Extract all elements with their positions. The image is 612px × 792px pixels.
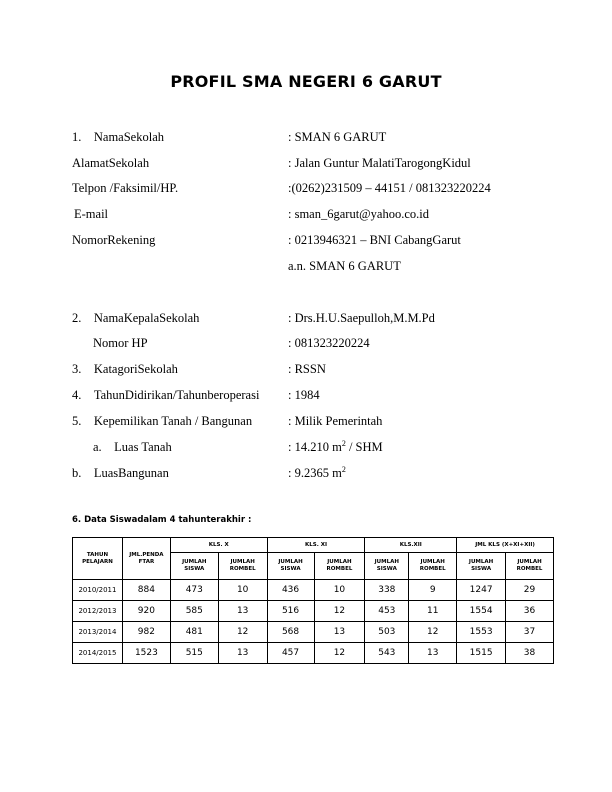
table-cell: 1515	[457, 643, 506, 664]
page-title: PROFIL SMA NEGERI 6 GARUT	[170, 72, 442, 91]
table-cell: 12	[314, 601, 365, 622]
table-cell: 884	[122, 580, 170, 601]
table-cell: 338	[365, 580, 409, 601]
profile-value: : RSSN	[288, 362, 326, 376]
table-cell: 1554	[457, 601, 506, 622]
header-jumlah-siswa: JUMLAH SISWA	[457, 553, 506, 580]
header-jumlah-siswa: JUMLAH SISWA	[267, 553, 314, 580]
profile-label: 3. KatagoriSekolah	[72, 362, 178, 376]
table-cell: 585	[170, 601, 218, 622]
table-cell: 920	[122, 601, 170, 622]
table-cell: 11	[409, 601, 457, 622]
header-jml-pendaftar: JML.PENDA FTAR	[122, 538, 170, 580]
profile-label: E-mail	[74, 207, 109, 221]
table-cell: 2013/2014	[73, 622, 123, 643]
table-cell: 982	[122, 622, 170, 643]
land-area-unit-exponent: 2	[341, 438, 346, 448]
table-cell: 13	[218, 643, 267, 664]
profile-label: 5. Kepemilikan Tanah / Bangunan	[72, 414, 253, 428]
profile-label: 2. NamaKepalaSekolah	[72, 311, 200, 325]
table-cell: 10	[314, 580, 365, 601]
table-cell: 2014/2015	[73, 643, 123, 664]
profile-label: NomorRekening	[72, 233, 156, 247]
section-title: 6. Data Siswadalam 4 tahunterakhir :	[72, 515, 252, 525]
building-area-unit-exponent: 2	[341, 464, 346, 474]
table-row	[73, 601, 554, 622]
profile-value: : sman_6garut@yahoo.co.id	[288, 207, 429, 221]
table-cell: 12	[218, 622, 267, 643]
table-row	[73, 580, 554, 601]
header-jumlah-siswa: JUMLAH SISWA	[170, 553, 218, 580]
header-jumlah-rombel: JUMLAH ROMBEL	[314, 553, 365, 580]
header-jumlah-rombel: JUMLAH ROMBEL	[409, 553, 457, 580]
table-cell: 2010/2011	[73, 580, 123, 601]
table-cell: 9	[409, 580, 457, 601]
table-cell: 453	[365, 601, 409, 622]
profile-value	[288, 466, 346, 481]
table-cell: 1247	[457, 580, 506, 601]
profile-label: Nomor HP	[93, 336, 148, 350]
table-cell: 12	[314, 643, 365, 664]
header-jml-kls: JML KLS (X+XI+XII)	[457, 538, 554, 553]
table-cell: 13	[218, 601, 267, 622]
profile-label: 1. NamaSekolah	[72, 130, 164, 144]
header-jumlah-rombel: JUMLAH ROMBEL	[506, 553, 554, 580]
table-row	[73, 643, 554, 664]
land-area-suffix: / SHM	[345, 440, 383, 454]
profile-value: : 1984	[288, 388, 320, 402]
profile-value: : SMAN 6 GARUT	[288, 130, 387, 144]
table-cell: 13	[314, 622, 365, 643]
profile-value: : 081323220224	[288, 336, 370, 350]
profile-label: 4. TahunDidirikan/Tahunberoperasi	[72, 388, 260, 402]
profile-value: : Jalan Guntur MalatiTarogongKidul	[288, 156, 471, 170]
student-data-table	[72, 537, 554, 664]
table-cell: 516	[267, 601, 314, 622]
profile-value: : Drs.H.U.Saepulloh,M.M.Pd	[288, 311, 435, 325]
table-cell: 1553	[457, 622, 506, 643]
table-cell: 568	[267, 622, 314, 643]
table-cell: 37	[506, 622, 554, 643]
profile-label: a. Luas Tanah	[93, 440, 172, 454]
table-cell: 13	[409, 643, 457, 664]
table-cell: 481	[170, 622, 218, 643]
table-cell: 38	[506, 643, 554, 664]
profile-label: b. LuasBangunan	[72, 466, 169, 480]
header-jumlah-siswa: JUMLAH SISWA	[365, 553, 409, 580]
table-cell: 473	[170, 580, 218, 601]
header-tahun-pelajaran: TAHUN PELAJARN	[73, 538, 123, 580]
table-row	[73, 622, 554, 643]
header-kls-xii: KLS.XII	[365, 538, 457, 553]
table-cell: 10	[218, 580, 267, 601]
table-cell: 12	[409, 622, 457, 643]
profile-value: a.n. SMAN 6 GARUT	[288, 259, 401, 273]
table-cell: 29	[506, 580, 554, 601]
profile-label: AlamatSekolah	[72, 156, 150, 170]
header-kls-xi: KLS. XI	[267, 538, 365, 553]
table-cell: 503	[365, 622, 409, 643]
table-cell: 457	[267, 643, 314, 664]
profile-value: :(0262)231509 – 44151 / 081323220224	[288, 181, 491, 195]
table-cell: 543	[365, 643, 409, 664]
building-area-value: : 9.2365 m	[288, 466, 342, 480]
table-cell: 2012/2013	[73, 601, 123, 622]
land-area-value: : 14.210 m	[288, 440, 342, 454]
profile-value: : 0213946321 – BNI CabangGarut	[288, 233, 461, 247]
header-kls-x: KLS. X	[170, 538, 267, 553]
header-jumlah-rombel: JUMLAH ROMBEL	[218, 553, 267, 580]
profile-value	[288, 440, 383, 455]
profile-label: Telpon /Faksimil/HP.	[72, 181, 179, 195]
table-cell: 436	[267, 580, 314, 601]
table-cell: 1523	[122, 643, 170, 664]
table-cell: 515	[170, 643, 218, 664]
table-cell: 36	[506, 601, 554, 622]
profile-value: : Milik Pemerintah	[288, 414, 383, 428]
